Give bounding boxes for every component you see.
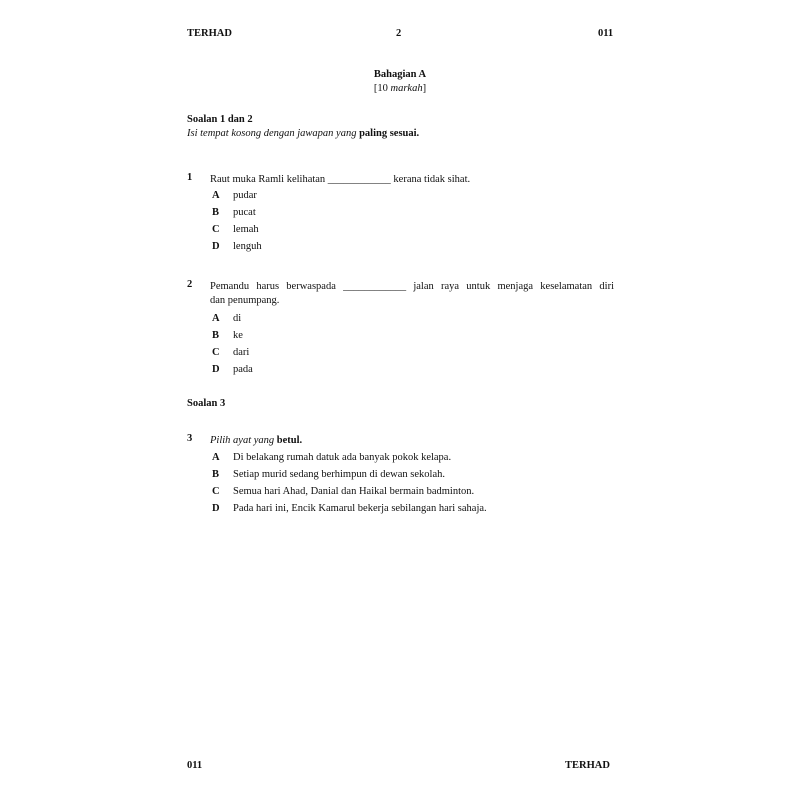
footer-classification: TERHAD: [565, 760, 610, 771]
q3-option-b-text: Setiap murid sedang berhimpun di dewan sekolah.: [233, 469, 445, 480]
q2-option-c-letter: C: [212, 347, 220, 358]
q1-option-a-text: pudar: [233, 190, 257, 201]
q2-option-b-letter: B: [212, 330, 220, 341]
group1-instruction: [187, 128, 419, 139]
page-number: 2: [396, 28, 402, 39]
q2-option-a-letter: A: [212, 313, 220, 324]
group1-heading: Soalan 1 dan 2: [187, 114, 253, 125]
q2-option-c-text: dari: [233, 347, 250, 358]
q3-option-d-letter: D: [212, 503, 220, 514]
q1-option-b-text: pucat: [233, 207, 256, 218]
q1-option-b-letter: B: [212, 207, 220, 218]
footer-paper-code: 011: [187, 760, 203, 771]
question-3-number: 3: [187, 433, 193, 444]
question-3-text-bold: betul.: [276, 435, 303, 446]
header-paper-code: 011: [598, 28, 614, 39]
group1-instruction-text: Isi tempat kosong dengan jawapan yang: [187, 128, 360, 139]
group1-instruction-emphasis: paling sesuai.: [359, 128, 420, 139]
q3-option-b-letter: B: [212, 469, 220, 480]
question-2-text-line1: Pemandu harus berwaspada ____________ jalan raya untuk menjaga keselamatan diri: [210, 281, 614, 292]
section-marks: [0, 83, 800, 94]
section-marks-word: markah: [390, 83, 423, 94]
q3-option-d-text: Pada hari ini, Encik Kamarul bekerja sebilangan hari sahaja.: [233, 503, 487, 514]
question-2-number: 2: [187, 279, 193, 290]
section-marks-open: [10: [373, 83, 391, 94]
q2-option-d-letter: D: [212, 364, 220, 375]
section-title: Bahagian A: [373, 69, 427, 80]
q2-option-b-text: ke: [233, 330, 243, 341]
section-marks-close: ]: [422, 83, 427, 94]
question-2-text-line2: dan penumpang.: [210, 295, 280, 306]
q3-option-a-letter: A: [212, 452, 220, 463]
group2-heading: Soalan 3: [187, 398, 226, 409]
question-3-text-italic: Pilih ayat yang: [210, 435, 277, 446]
q1-option-c-text: lemah: [233, 224, 259, 235]
q1-option-d-letter: D: [212, 241, 220, 252]
q1-option-a-letter: A: [212, 190, 220, 201]
q1-option-d-text: lenguh: [233, 241, 262, 252]
q1-option-c-letter: C: [212, 224, 220, 235]
q2-option-d-text: pada: [233, 364, 253, 375]
q2-option-a-text: di: [233, 313, 242, 324]
question-1-text: Raut muka Ramli kelihatan ____________ kerana tidak sihat.: [210, 174, 471, 185]
q3-option-c-letter: C: [212, 486, 220, 497]
question-3-text: [210, 433, 614, 448]
header-classification: TERHAD: [187, 28, 232, 39]
question-1-number: 1: [187, 172, 193, 183]
q3-option-c-text: Semua hari Ahad, Danial dan Haikal bermain badminton.: [233, 486, 475, 497]
q3-option-a-text: Di belakang rumah datuk ada banyak pokok kelapa.: [233, 452, 452, 463]
